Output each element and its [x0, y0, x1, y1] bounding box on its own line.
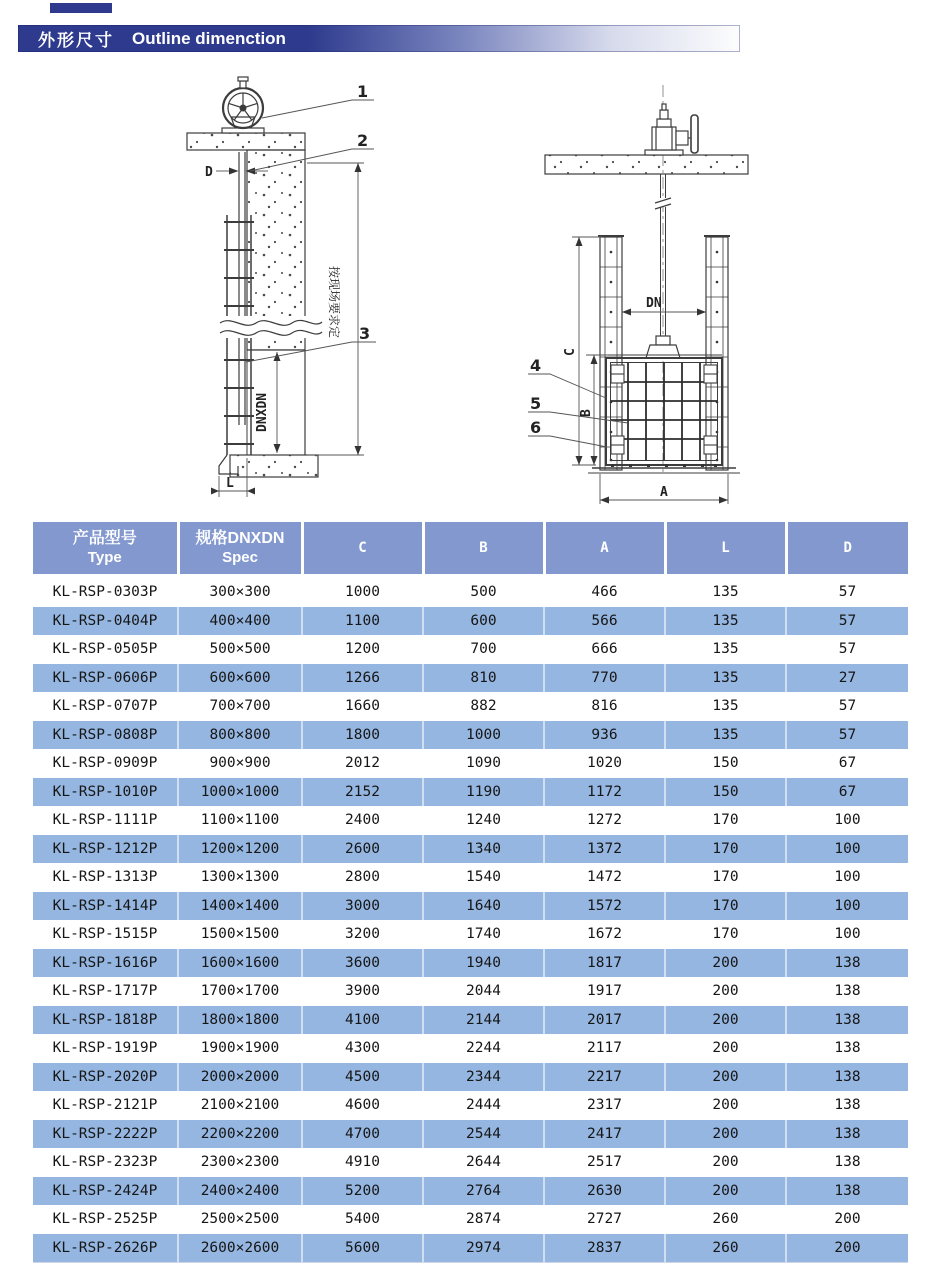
cell-a: 2217	[544, 1063, 665, 1092]
table-row	[33, 1006, 908, 1035]
cell-b: 1340	[423, 835, 544, 864]
top-accent-bar	[50, 3, 112, 13]
cell-l: 170	[665, 806, 786, 835]
cell-a: 2117	[544, 1034, 665, 1063]
cell-type: KL-RSP-1616P	[52, 954, 158, 971]
table-row	[33, 1205, 908, 1234]
table-row	[33, 607, 908, 636]
table-row	[33, 1063, 908, 1092]
cell-l: 200	[665, 1120, 786, 1149]
cell-type: KL-RSP-1111P	[52, 812, 158, 829]
table-row	[33, 806, 908, 835]
cell-type: KL-RSP-2222P	[52, 1125, 158, 1142]
callout-1-label: 1	[357, 82, 369, 101]
cell-d: 57	[786, 576, 908, 607]
table-row	[33, 1120, 908, 1149]
cell-b: 882	[423, 692, 544, 721]
cell-d: 138	[786, 1177, 908, 1206]
col-header-type	[33, 522, 178, 576]
cell-d: 200	[786, 1205, 908, 1234]
cell-l: 200	[665, 1034, 786, 1063]
cell-spec: 1900×1900	[178, 1034, 302, 1063]
cell-l: 200	[665, 977, 786, 1006]
cell-d: 138	[786, 977, 908, 1006]
cell-spec: 900×900	[178, 749, 302, 778]
cell-l: 150	[665, 749, 786, 778]
table-row	[33, 892, 908, 921]
cell-type: KL-RSP-1010P	[52, 783, 158, 800]
cell-spec: 800×800	[178, 721, 302, 750]
cell-d: 67	[786, 749, 908, 778]
table-row	[33, 1091, 908, 1120]
table-row	[33, 977, 908, 1006]
cell-a: 1472	[544, 863, 665, 892]
cell-type: KL-RSP-0909P	[52, 755, 158, 772]
dim-l-label: L	[226, 476, 234, 491]
cell-b: 2144	[423, 1006, 544, 1035]
cell-c: 4600	[302, 1091, 423, 1120]
cell-spec: 2400×2400	[178, 1177, 302, 1206]
cell-l: 200	[665, 949, 786, 978]
cell-c: 3000	[302, 892, 423, 921]
cell-type: KL-RSP-1818P	[52, 1011, 158, 1028]
cell-b: 2344	[423, 1063, 544, 1092]
cell-type: KL-RSP-1919P	[52, 1040, 158, 1057]
cell-spec: 2100×2100	[178, 1091, 302, 1120]
cell-b: 810	[423, 664, 544, 693]
col-header-spec-en: Spec	[222, 548, 258, 566]
cell-a: 1672	[544, 920, 665, 949]
cell-d: 100	[786, 806, 908, 835]
cell-a: 2317	[544, 1091, 665, 1120]
cell-spec: 700×700	[178, 692, 302, 721]
col-header-b: B	[423, 522, 544, 576]
cell-a: 770	[544, 664, 665, 693]
cell-spec: 1000×1000	[178, 778, 302, 807]
table-row	[33, 721, 908, 750]
cell-a: 2630	[544, 1177, 665, 1206]
cell-spec: 2600×2600	[178, 1234, 302, 1263]
cell-b: 1940	[423, 949, 544, 978]
cell-l: 260	[665, 1205, 786, 1234]
table-row	[33, 576, 908, 607]
spec-table	[33, 522, 908, 1263]
cell-a: 666	[544, 635, 665, 664]
cell-c: 4500	[302, 1063, 423, 1092]
cell-b: 2444	[423, 1091, 544, 1120]
table-row	[33, 1177, 908, 1206]
callout-3-label: 3	[359, 324, 371, 343]
cell-spec: 1100×1100	[178, 806, 302, 835]
callout-6-label: 6	[530, 418, 542, 437]
table-row	[33, 778, 908, 807]
cell-b: 2644	[423, 1148, 544, 1177]
table-row	[33, 749, 908, 778]
cell-spec: 2200×2200	[178, 1120, 302, 1149]
cell-l: 260	[665, 1234, 786, 1263]
cell-c: 4300	[302, 1034, 423, 1063]
cell-type: KL-RSP-1515P	[52, 926, 158, 943]
cell-d: 138	[786, 1063, 908, 1092]
cell-b: 1190	[423, 778, 544, 807]
cell-b: 2874	[423, 1205, 544, 1234]
cell-c: 1000	[302, 576, 423, 607]
cell-b: 1540	[423, 863, 544, 892]
cell-l: 170	[665, 892, 786, 921]
cell-a: 2017	[544, 1006, 665, 1035]
cell-b: 2764	[423, 1177, 544, 1206]
cell-l: 135	[665, 635, 786, 664]
cell-l: 170	[665, 835, 786, 864]
table-row	[33, 920, 908, 949]
site-requirement-note: 按现场要求定	[327, 266, 341, 339]
col-header-spec	[178, 522, 302, 576]
cell-b: 1740	[423, 920, 544, 949]
cell-b: 700	[423, 635, 544, 664]
cell-a: 1020	[544, 749, 665, 778]
cell-b: 2244	[423, 1034, 544, 1063]
cell-a: 1172	[544, 778, 665, 807]
cell-b: 500	[423, 576, 544, 607]
dim-a-label: A	[660, 485, 668, 500]
cell-type: KL-RSP-0505P	[52, 641, 158, 658]
cell-d: 100	[786, 863, 908, 892]
table-row	[33, 1234, 908, 1263]
callout-5-label: 5	[530, 394, 542, 413]
cell-l: 135	[665, 721, 786, 750]
table-row	[33, 1148, 908, 1177]
col-header-l: L	[665, 522, 786, 576]
cell-type: KL-RSP-0303P	[52, 584, 158, 601]
cell-d: 57	[786, 607, 908, 636]
cell-type: KL-RSP-0707P	[52, 698, 158, 715]
cell-type: KL-RSP-2626P	[52, 1239, 158, 1256]
cell-spec: 1400×1400	[178, 892, 302, 921]
cell-b: 2544	[423, 1120, 544, 1149]
cell-b: 2044	[423, 977, 544, 1006]
col-header-type-zh: 产品型号	[72, 529, 137, 547]
col-header-a: A	[544, 522, 665, 576]
table-row	[33, 949, 908, 978]
cell-l: 200	[665, 1148, 786, 1177]
cell-b: 1240	[423, 806, 544, 835]
cell-type: KL-RSP-1212P	[52, 840, 158, 857]
spec-table-header-row	[33, 522, 908, 576]
table-row	[33, 835, 908, 864]
cell-a: 2417	[544, 1120, 665, 1149]
front-view-drawing	[545, 85, 748, 473]
cell-c: 3900	[302, 977, 423, 1006]
cell-d: 100	[786, 920, 908, 949]
cell-a: 2837	[544, 1234, 665, 1263]
cell-d: 138	[786, 1091, 908, 1120]
col-header-c: C	[302, 522, 423, 576]
col-header-type-en: Type	[87, 548, 122, 566]
table-row	[33, 863, 908, 892]
cell-type: KL-RSP-0808P	[52, 726, 158, 743]
cell-a: 816	[544, 692, 665, 721]
cell-a: 1572	[544, 892, 665, 921]
cell-l: 135	[665, 576, 786, 607]
cell-b: 1640	[423, 892, 544, 921]
cell-l: 135	[665, 664, 786, 693]
cell-c: 1100	[302, 607, 423, 636]
cell-d: 57	[786, 692, 908, 721]
cell-b: 1000	[423, 721, 544, 750]
table-row	[33, 635, 908, 664]
cell-d: 138	[786, 1120, 908, 1149]
cell-a: 466	[544, 576, 665, 607]
cell-a: 1272	[544, 806, 665, 835]
cell-type: KL-RSP-2323P	[52, 1154, 158, 1171]
cell-type: KL-RSP-2424P	[52, 1182, 158, 1199]
cell-type: KL-RSP-2525P	[52, 1211, 158, 1228]
cell-spec: 300×300	[178, 576, 302, 607]
cell-l: 150	[665, 778, 786, 807]
cell-c: 4700	[302, 1120, 423, 1149]
cell-c: 1200	[302, 635, 423, 664]
cell-l: 200	[665, 1091, 786, 1120]
cell-spec: 1800×1800	[178, 1006, 302, 1035]
cell-type: KL-RSP-2020P	[52, 1068, 158, 1085]
cell-c: 2400	[302, 806, 423, 835]
cell-c: 2600	[302, 835, 423, 864]
cell-c: 5200	[302, 1177, 423, 1206]
cell-d: 200	[786, 1234, 908, 1263]
col-header-spec-zh: 规格DNXDN	[195, 529, 285, 547]
cell-c: 4910	[302, 1148, 423, 1177]
cell-c: 3200	[302, 920, 423, 949]
cell-type: KL-RSP-1313P	[52, 869, 158, 886]
col-header-d: D	[786, 522, 908, 576]
table-row	[33, 692, 908, 721]
cell-spec: 400×400	[178, 607, 302, 636]
cell-spec: 600×600	[178, 664, 302, 693]
dim-dnxdn-label: DNXDN	[255, 392, 270, 432]
table-row	[33, 664, 908, 693]
cell-d: 138	[786, 949, 908, 978]
dim-b-label: B	[579, 409, 594, 417]
cell-l: 135	[665, 692, 786, 721]
dim-c-label: C	[563, 348, 578, 356]
cell-a: 2517	[544, 1148, 665, 1177]
cell-spec: 2000×2000	[178, 1063, 302, 1092]
cell-b: 2974	[423, 1234, 544, 1263]
cell-c: 1266	[302, 664, 423, 693]
cell-c: 2800	[302, 863, 423, 892]
cell-spec: 1200×1200	[178, 835, 302, 864]
cell-c: 5400	[302, 1205, 423, 1234]
cell-type: KL-RSP-1717P	[52, 983, 158, 1000]
cell-b: 600	[423, 607, 544, 636]
cell-l: 170	[665, 863, 786, 892]
cell-l: 135	[665, 607, 786, 636]
cell-c: 2152	[302, 778, 423, 807]
cell-spec: 2500×2500	[178, 1205, 302, 1234]
cell-d: 138	[786, 1148, 908, 1177]
cell-spec: 1700×1700	[178, 977, 302, 1006]
cell-a: 1372	[544, 835, 665, 864]
cell-a: 936	[544, 721, 665, 750]
cell-c: 3600	[302, 949, 423, 978]
cell-spec: 500×500	[178, 635, 302, 664]
spec-table-body	[33, 576, 908, 1263]
cell-c: 4100	[302, 1006, 423, 1035]
cell-l: 200	[665, 1006, 786, 1035]
section-title-bar	[18, 25, 740, 52]
cell-b: 1090	[423, 749, 544, 778]
cell-d: 67	[786, 778, 908, 807]
cell-spec: 1300×1300	[178, 863, 302, 892]
cell-d: 57	[786, 721, 908, 750]
cell-d: 100	[786, 892, 908, 921]
cell-a: 1817	[544, 949, 665, 978]
cell-d: 138	[786, 1034, 908, 1063]
section-title-en: Outline dimenction	[132, 28, 286, 48]
outline-dimension-figure	[0, 70, 940, 518]
callout-2-label: 2	[357, 131, 369, 150]
cell-l: 200	[665, 1177, 786, 1206]
cell-d: 138	[786, 1006, 908, 1035]
dim-d-label: D	[205, 165, 213, 180]
cell-type: KL-RSP-0404P	[52, 612, 158, 629]
cell-type: KL-RSP-2121P	[52, 1097, 158, 1114]
cell-c: 5600	[302, 1234, 423, 1263]
cell-c: 1800	[302, 721, 423, 750]
cell-spec: 1500×1500	[178, 920, 302, 949]
cell-d: 57	[786, 635, 908, 664]
cell-spec: 1600×1600	[178, 949, 302, 978]
section-title-zh: 外形尺寸	[38, 31, 114, 50]
cell-c: 1660	[302, 692, 423, 721]
cell-l: 170	[665, 920, 786, 949]
dim-dn-label: DN	[646, 296, 662, 311]
cell-spec: 2300×2300	[178, 1148, 302, 1177]
cell-a: 566	[544, 607, 665, 636]
cell-d: 27	[786, 664, 908, 693]
cell-type: KL-RSP-1414P	[52, 897, 158, 914]
cell-d: 100	[786, 835, 908, 864]
cell-type: KL-RSP-0606P	[52, 669, 158, 686]
cell-c: 2012	[302, 749, 423, 778]
cell-a: 1917	[544, 977, 665, 1006]
table-row	[33, 1034, 908, 1063]
cell-l: 200	[665, 1063, 786, 1092]
callout-4-label: 4	[530, 356, 542, 375]
cell-a: 2727	[544, 1205, 665, 1234]
